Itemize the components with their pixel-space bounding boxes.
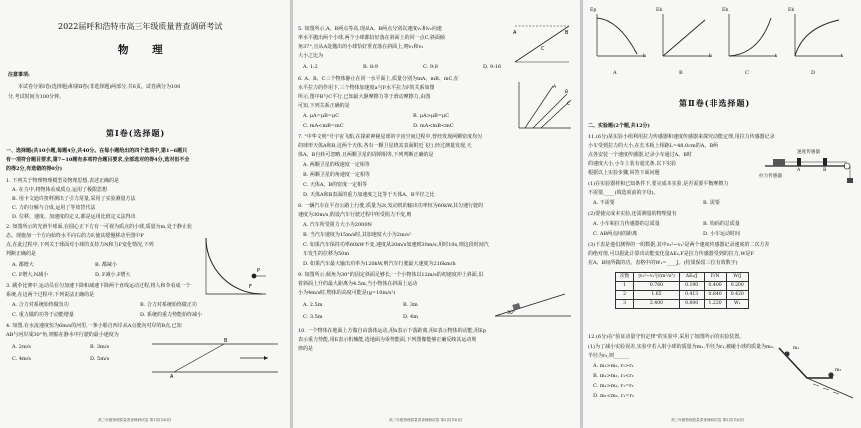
table-cell: 2.400 <box>634 300 680 309</box>
question-11-part-1: (1)在实验器材和已知条件下,要完成本实验,是否需要平衡摩擦力 <box>588 181 729 187</box>
projectile-incline-diagram <box>511 22 573 66</box>
option: C. AB两点间的距离 <box>593 231 638 237</box>
axis-label: h <box>709 54 712 59</box>
option: B. 两颗卫星的角速度一定相等 <box>303 172 370 178</box>
table-cell: 0.400 <box>704 282 726 291</box>
option: A. 2m/s <box>12 344 31 350</box>
table-cell: 0.190 <box>679 282 704 291</box>
exam-title: 2022届呼和浩特市高三年级质量普查调研考试 <box>58 22 223 31</box>
question-11-part-3: 在A、B间所做的功。表格中的W₁=____J。(结果保留三位有效数字) <box>588 260 738 266</box>
question-10: 律的是 <box>298 346 314 352</box>
option: D. m₁<m₂, r₁=r₂ <box>593 393 634 399</box>
page-footer: 高三年级物理质量普查调研试卷 第3页(共6页) <box>671 418 745 422</box>
option: C. 重力做的功等于动能增量 <box>12 312 74 318</box>
graph-label-a: A <box>613 70 617 76</box>
part-heading: 有一项符合题目要求,第7~10题有多项符合题目要求,全部选对的得4分,选对但不全 <box>6 157 190 163</box>
question-5: 5. 如图所示,A、B两点等高,现从A、B两点分别以速度v₁和v₂向速 <box>298 26 442 32</box>
question-6: 可知,下列关系正确的是 <box>298 103 350 109</box>
option: A. m₁>m₂, r₁>r₂ <box>593 363 634 369</box>
question-11: 根据以上实验步骤,回答下面问题 <box>588 170 660 176</box>
table-cell: 0.760 <box>634 282 680 291</box>
svg-text:A: A <box>553 85 557 90</box>
ball-label-m1: m₁ <box>793 346 800 351</box>
table-header-row <box>616 273 749 282</box>
option: C. F增大,N减小 <box>12 272 49 278</box>
option: B. 用卡文迪许扭秤测出了引力常量,采用了实验测量方法 <box>12 196 136 202</box>
question-2: 态。现施加一个方向始终水平向右的力F,使其缓慢移动至图中P <box>6 233 144 239</box>
slope-diagram <box>493 290 573 320</box>
option: B. 3m <box>403 302 418 308</box>
question-6: 6. A、B、C三个物体静止在同一水平面上,质量分别为mA、mB、mC,在 <box>298 76 459 82</box>
option: D. 4m <box>403 314 418 320</box>
question-8: 速度为30m/s,假设汽车行驶过程中所受阻力不变,则 <box>298 212 412 218</box>
table-cell: 3 <box>616 300 634 309</box>
data-table <box>615 272 749 309</box>
question-1: 1. 下列关于物理物理模型及物理思想,表述正确的是 <box>6 178 119 184</box>
option: B. 3m/s <box>90 344 110 350</box>
subject-title: 物 理 <box>118 44 173 56</box>
option: A. 汽车所受阻力大小为2000N <box>303 222 372 228</box>
option: B. 需要 <box>703 200 720 206</box>
graph-label-b: B <box>679 70 683 76</box>
question-2: 点,在此过程中,下列关于球面对小球的支持力N和力F变化情况,下列 <box>6 242 154 248</box>
question-2: 2. 如图所示的光滑半球面,在圆心正下方有一可视为质点的小球,质量为m,处于静止状 <box>6 224 192 230</box>
question-9: 着斜面上升的最大距离为4.5m,当小物体在斜面上运动 <box>298 281 418 287</box>
option: D. 如果汽车最大输出功率为120kW,则汽车行驶最大速度为216km/h <box>303 261 456 267</box>
question-12-part-1: 半径为r₂,则______ <box>588 353 629 359</box>
option: B. m₁>m₂, r₁<r₂ <box>593 373 634 379</box>
question-11-part-2: (2)要使完成本实验,还需测量的物理量有 <box>588 211 677 217</box>
apparatus-label: 拉力传感器 <box>759 174 782 179</box>
axis-label: h <box>643 54 646 59</box>
question-12: 12.(6分)在"验证动量守恒定律"的实验中,采用了如图所示的实验装置。 <box>588 334 745 340</box>
section-2-title: 第Ⅱ卷(非选择题) <box>679 98 751 108</box>
table-header: ΔEₖ/J <box>679 273 704 282</box>
table-header: W/J <box>726 273 748 282</box>
option: A. 都增大 <box>12 262 34 268</box>
option: B. μA>μB=μC <box>413 113 450 119</box>
option: A. 小车和拉力传感器的总质量 <box>593 221 660 227</box>
table-row <box>616 291 749 300</box>
svg-text:A: A <box>170 374 174 378</box>
acceleration-force-graph <box>513 80 573 132</box>
option: C. 如果汽车保持功率60kW不变,速度从20m/s加速到30m/s,用时10s,则这段时间汽 <box>303 242 489 248</box>
svg-text:B: B <box>565 30 569 36</box>
question-5: 率水平抛出两个小球,两个小球都恰好落在斜面上的同一点C,斜面倾 <box>298 35 445 41</box>
option: A. μA=μB=μC <box>303 113 340 119</box>
page-footer: 高三年级物理质量普查调研试卷 第1页(共6页) <box>98 418 172 422</box>
question-7: 的球形天体A和B,这两个天体,各有一颗卫星绕其表面附近飞行,经过测量发现,天 <box>298 143 472 149</box>
option: B. 8:9 <box>363 64 378 70</box>
question-10: 表示重力势能,用E表示机械能,选地面为零势能面,下列图像能够正确反映其运动规 <box>298 337 477 343</box>
svg-text:F: F <box>249 284 252 290</box>
svg-text:30°: 30° <box>507 311 515 316</box>
question-6: 所示,图中B与C平行,已知最大静摩擦力等于滑动摩擦力,由图 <box>298 94 431 100</box>
table-header: F/N <box>704 273 726 282</box>
axis-label: Ek <box>656 8 663 13</box>
svg-text:C: C <box>541 46 545 52</box>
option: D. 9:16 <box>483 64 502 70</box>
option: A. 合力对系统始终做负功 <box>12 302 69 308</box>
question-11-part-1: 不需要,____(填选项前的字母)。 <box>588 190 659 196</box>
notice-line: 分,考试时间为100分钟。 <box>8 94 65 100</box>
collision-apparatus-diagram <box>773 342 855 402</box>
graph-c <box>729 14 777 56</box>
apparatus-label: B <box>823 168 827 173</box>
option: D. 小车运动时间 <box>703 231 741 237</box>
question-11: 的速度大小,小车上装有遮光条,以下实验 <box>588 161 677 167</box>
option: A. 2.5m <box>303 302 323 308</box>
page-footer: 高三年级物理质量普查调研试卷 第2页(共6页) <box>389 418 463 422</box>
option: D. mA<mB<mC <box>413 123 454 129</box>
table-cell: 0.840 <box>704 291 726 300</box>
question-9: 9. 如图所示,倾角为30°的固定斜面足够长,一个小物体以12m/s的初速度冲上斜面,沿 <box>298 272 484 278</box>
ball-label-m2: m₂ <box>835 368 842 373</box>
question-9: 小为4m/s时,物体的高度可能是(g=10m/s²) <box>298 290 396 296</box>
exam-page-3 <box>583 0 861 428</box>
table-header: 次数 <box>616 273 634 282</box>
option: A. 两颗卫星的线速度一定相等 <box>303 162 370 168</box>
question-4: 4. 如图,在水流速度恒为6m/s的河里,一条小船自西岸从A点驶向对岸的B点,已知 <box>6 323 182 329</box>
option: C. mA<mB=mC <box>303 123 344 129</box>
option: A. 1:2 <box>303 64 318 70</box>
axis-label: t <box>775 54 777 59</box>
axis-label: t <box>841 54 843 59</box>
question-8: 8. 一辆汽车在平直公路上行驶,质量为2t,发动机的输出功率恒为60kW,其匀速行驶的 <box>298 203 483 209</box>
notice-heading: 注意事项: <box>8 72 30 78</box>
option: A. 不需要 <box>593 200 615 206</box>
svg-text:B: B <box>224 338 228 344</box>
option: B. 当汽车速度为15m/s时,其加速度大小为2m/s² <box>303 232 411 238</box>
option: C. 4m/s <box>12 356 31 362</box>
part-heading: 一、选择题(共10小题,每题4分,共40分。在每小题给出的四个选项中,第1~6题只 <box>6 148 188 154</box>
option: 车发生的位移为50m <box>303 251 350 257</box>
graph-a <box>597 14 645 56</box>
question-11: 点各安装一个速度传感器,记录小车通过A、B时 <box>588 152 692 158</box>
table-cell: 0.600 <box>679 300 704 309</box>
option: D. 位移、速度、加速度的定义,都是运用比值定义法得出 <box>12 214 136 220</box>
apparatus-label: 速度传感器 <box>797 150 820 155</box>
svg-text:P: P <box>257 268 261 274</box>
table-cell: W₁ <box>726 300 748 309</box>
table-cell: 0.420 <box>726 291 748 300</box>
option: D. 5m/s <box>90 356 110 362</box>
question-11-part-3: 的绝对值,可以据此计算出动能变化量ΔEₖ,F是拉力传感器受到的拉力,W是F <box>588 251 754 257</box>
axis-label: Ep <box>590 8 597 13</box>
table-cell: 1 <box>616 282 634 291</box>
graph-label-d: D <box>811 70 816 76</box>
graph-label-c: C <box>745 70 749 76</box>
river-diagram <box>150 336 280 378</box>
table-cell: 2 <box>616 291 634 300</box>
table-row <box>616 282 749 291</box>
table-cell: 1.65 <box>634 291 680 300</box>
option: B. 合力对系统始终做正功 <box>140 302 197 308</box>
question-7: 体A、B自转可忽略,且两颗卫星的周期相等,下列判断正确的是 <box>298 152 434 158</box>
question-11: 11.(6分)某实验小组利用拉力传感器和速度传感器来探究动能定理,用拉力传感器记录 <box>588 134 775 140</box>
table-header: |v₂²−v₁²|/(m²/s²) <box>634 273 680 282</box>
table-cell: 0.200 <box>726 282 748 291</box>
question-6: 水平拉力的作用下,三个物体加速度a与F水平拉力F的关系如图 <box>298 85 435 91</box>
question-11: 小车受到拉力的大小,在长木板上相距L=48.0cm的A、B两 <box>588 143 719 149</box>
exam-page-1 <box>0 0 290 428</box>
question-4: AB与河岸成30°角,则船在静水中行驶的最小速度为 <box>6 332 119 338</box>
table-row <box>616 300 749 309</box>
question-2: 判断正确的是 <box>6 251 37 257</box>
option: D. 天体A和B表面的重力加速度之比等于天体A、B半径之比 <box>303 192 435 198</box>
question-5: 大小之比为 <box>298 53 324 59</box>
part-2-heading: 二、实验题(2个题,共12分) <box>588 123 650 129</box>
option: C. 力的分解与合成,运用了等效替代法 <box>12 205 96 211</box>
table-cell: 1.220 <box>704 300 726 309</box>
notice-line: 本试卷分第Ⅰ卷(选择题)和第Ⅱ卷(非选择题)两部分,共6页。试卷满分为100 <box>18 84 181 90</box>
question-12-part-1: (1)为了减小实验误差,实验中若入射小球的质量为m₁,半径为r₁,被碰小球的质量为m₂, <box>588 344 775 350</box>
svg-text:A: A <box>513 30 517 36</box>
question-3: 系统,在这两个过程中,下列说法正确的是 <box>6 292 95 298</box>
option: D. 系统的重力势能始终减小 <box>140 312 203 318</box>
question-10: 10. 一个物体在地面上方做自由落体运动,用h表示下落距离,用E表示物体的动能,用Ep <box>298 328 487 334</box>
question-7: 7. "中华文明"号宇宙飞船,在探索神秘星球的宇宙空间过程中,曾经发现两颗密度均匀 <box>298 134 483 140</box>
apparatus-label: A <box>797 168 801 173</box>
option: B. 钩码的总质量 <box>703 221 740 227</box>
axis-label: Ek <box>788 8 795 13</box>
part-heading: 的得2分,有选错的得0分) <box>6 166 63 172</box>
axis-label: Ek <box>722 8 729 13</box>
option: C. 3.5m <box>303 314 323 320</box>
question-11-part-3: (3)下表是他们测得的一组数据,其中v₂²−v₁²是两个速度传感器记录速度的二次方差 <box>588 242 770 248</box>
option: D. F减小,F增大 <box>95 272 131 278</box>
question-3: 3. 跳伞比赛中,运动员在匀加速下降和减速下降两个直线运动过程,将人和伞看成一个 <box>6 283 191 289</box>
answer-graphs <box>589 8 849 70</box>
hemisphere-diagram <box>200 232 272 302</box>
graph-b <box>663 14 711 56</box>
option: C. m₁>m₂, r₁=r₂ <box>593 383 634 389</box>
svg-text:B: B <box>565 90 569 95</box>
graph-d <box>795 14 843 56</box>
svg-text:C: C <box>567 102 571 107</box>
option: A. 在力中,将物体看成质点,运用了极限思想 <box>12 187 107 193</box>
table-cell: 0.413 <box>679 291 704 300</box>
option: B. 都减小 <box>95 262 117 268</box>
exam-page-2 <box>293 0 580 428</box>
option: C. 天体A、B的密度一定相等 <box>303 182 368 188</box>
section-1-title: 第Ⅰ卷(选择题) <box>106 128 166 138</box>
option: C. 9:8 <box>423 64 438 70</box>
question-5: 角37°,且从A处抛出的小球恰好垂直落在斜面上,则v₁和v₂ <box>298 44 424 50</box>
